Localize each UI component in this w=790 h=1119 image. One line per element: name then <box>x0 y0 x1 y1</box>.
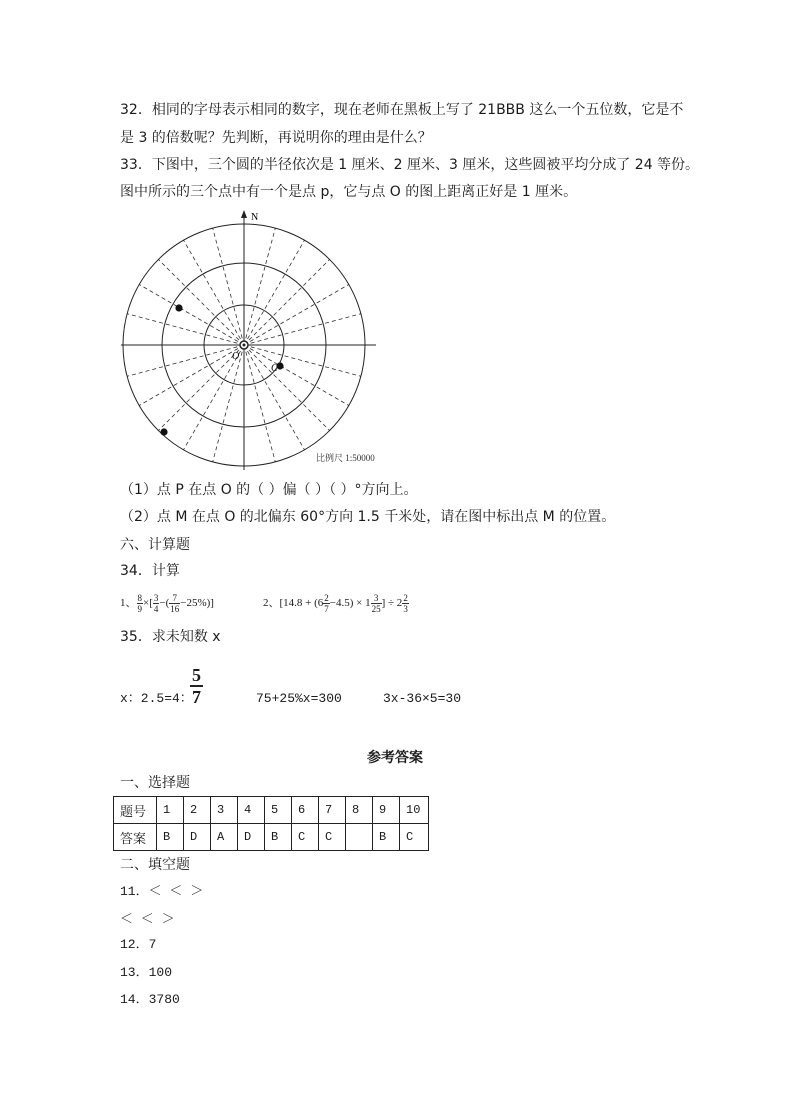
q33-sub2: （2）点 M 在点 O 的北偏东 60°方向 1.5 千米处，请在图中标出点 M 的位置。 <box>120 509 616 525</box>
q34-heading: 34．计算 <box>120 563 180 579</box>
expr1-frac-a: $\frac{8}{9}$ <box>137 592 142 614</box>
expr1-prefix: 1、 <box>120 597 137 609</box>
spoke-line <box>244 345 361 376</box>
expr2-frac-h: $\frac{2}{3}$ <box>403 592 408 614</box>
expr2-frac-f: $\frac{2}{7}$ <box>324 592 329 614</box>
answer-11: 11．＜ ＜ ＞ <box>120 884 204 899</box>
answer-14: 14．3780 <box>120 992 180 1007</box>
spoke-line <box>139 345 244 406</box>
spoke-line <box>244 345 349 406</box>
dot-point-b <box>160 428 167 435</box>
answer-table-row-numbers: 题号 1 2 3 4 5 6 7 8 9 10 <box>114 797 429 824</box>
expr1-frac-b: $\frac{3}{4}$ <box>153 592 159 614</box>
answer-11-cont: ＜ ＜ ＞ <box>120 912 175 927</box>
spoke-line <box>213 228 244 345</box>
spoke-line <box>158 259 244 345</box>
answer-12: 12．7 <box>120 937 157 952</box>
q32-line1: 32．相同的字母表示相同的数字，现在老师在黑板上写了 21BBB 这么一个五位数，它是不 <box>120 102 684 118</box>
answers-title: 参考答案 <box>367 750 423 766</box>
q33-sub1: （1）点 P 在点 O 的（ ）偏（ ）（ ）°方向上。 <box>120 482 418 498</box>
q35-eq3: 3x-36×5=30 <box>383 691 462 706</box>
answer-table <box>113 796 429 851</box>
dot-point-a <box>175 304 182 311</box>
expr2-frac-g: $\frac{3}{25}$ <box>371 592 381 614</box>
scale-label: 比例尺 1:50000 <box>316 453 375 463</box>
answers-section-1: 一、选择题 <box>120 775 190 791</box>
expr1-frac-c: $\frac{7}{16}$ <box>170 592 180 614</box>
q35-eq1: x：2.5=4： <box>120 691 193 706</box>
spoke-line <box>244 314 361 345</box>
north-arrow-icon <box>241 210 247 218</box>
answer-13: 13．100 <box>120 965 173 980</box>
spoke-line <box>184 240 245 345</box>
spoke-line <box>244 345 330 431</box>
row-label-answer: 答案 <box>114 824 157 851</box>
polar-figure <box>118 208 418 470</box>
q35-heading: 35．求未知数 x <box>120 629 221 645</box>
row-label-number: 题号 <box>114 797 157 824</box>
spoke-line <box>244 259 330 345</box>
q35-eq2: 75+25%x=300 <box>256 691 342 706</box>
expr2-prefix: 2、 <box>263 597 280 609</box>
north-label: N <box>251 212 259 223</box>
point-c-label: C <box>271 363 278 374</box>
q34-expr2: 2、[14.8 + (6 $\frac{2}{7}$ −4.5) × 1 $\frac{3}{25}$ ] ÷ 2 $\frac{2}{3}$ <box>263 592 408 614</box>
spoke-line <box>213 345 244 462</box>
section-6-heading: 六、计算题 <box>120 537 190 553</box>
q32-line2: 是 3 的倍数呢？先判断，再说明你的理由是什么？ <box>120 130 432 146</box>
spoke-line <box>244 345 305 450</box>
spoke-line <box>127 345 244 376</box>
spoke-line <box>139 285 244 346</box>
spoke-line <box>244 228 275 345</box>
spoke-line <box>244 240 305 345</box>
answer-table-row-answers: 答案 B D A D B C C B C <box>114 824 429 851</box>
answers-section-2: 二、填空题 <box>120 857 190 873</box>
spoke-line <box>127 314 244 345</box>
q34-expr1: 1、 $\frac{8}{9}$ ×[ $\frac{3}{4}$ −( $\frac{7}{16}$ −25%)] <box>120 592 214 614</box>
q35-eq1-fraction: $\frac{5}{7}$ <box>192 665 201 707</box>
spoke-line <box>244 285 349 346</box>
origin-label: O <box>232 351 240 362</box>
q33-line1: 33．下图中，三个圆的半径依次是 1 厘米、2 厘米、3 厘米，这些圆被平均分成了 24 等份。 <box>120 157 700 173</box>
q33-line2: 图中所示的三个点中有一个是点 p，它与点 O 的图上距离正好是 1 厘米。 <box>120 184 578 200</box>
